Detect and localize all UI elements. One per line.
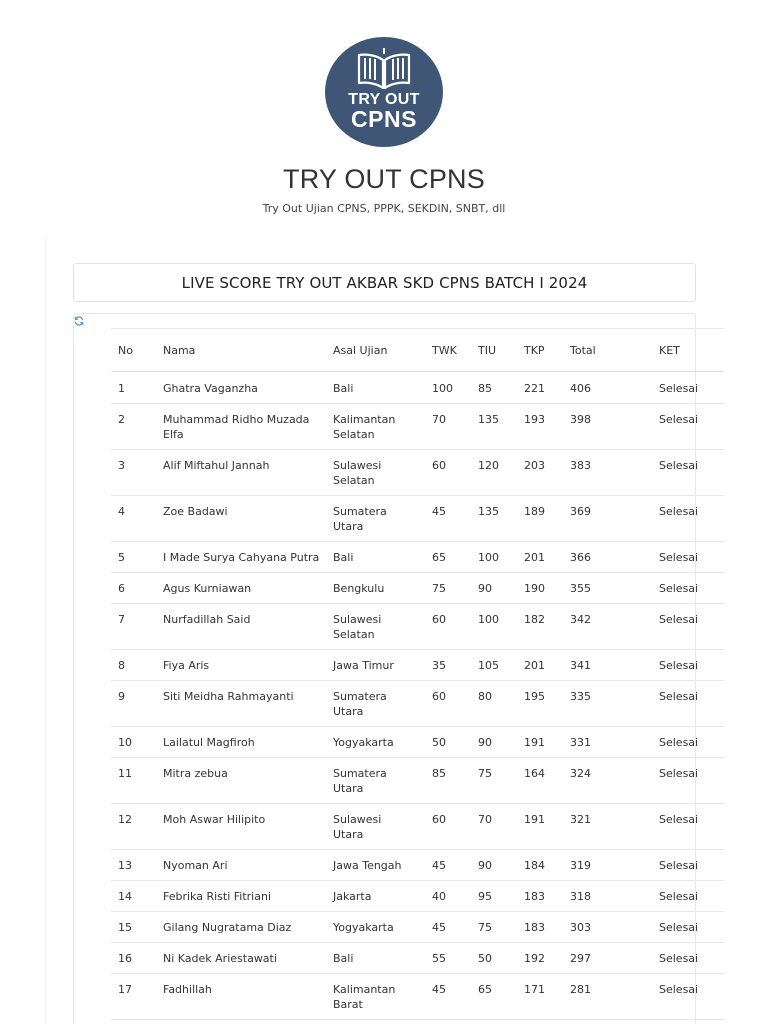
- cell-no: 7: [111, 603, 156, 649]
- logo-text-line1: TRY OUT: [348, 91, 420, 108]
- cell-tkp: 190: [509, 572, 556, 603]
- cell-total: 297: [556, 942, 645, 973]
- cell-twk: 50: [414, 726, 463, 757]
- cell-tkp: 182: [509, 603, 556, 649]
- cell-tkp: 201: [509, 541, 556, 572]
- cell-total: 383: [556, 449, 645, 495]
- table-row[interactable]: [111, 603, 724, 649]
- cell-tiu: 50: [463, 942, 509, 973]
- cell-tiu: 75: [463, 911, 509, 942]
- cell-no: 14: [111, 880, 156, 911]
- cell-ket: Selesai: [645, 880, 724, 911]
- cell-ket: Selesai: [645, 680, 724, 726]
- site-logo[interactable]: [325, 37, 443, 147]
- cell-ket: Selesai: [645, 726, 724, 757]
- table-row[interactable]: [111, 649, 724, 680]
- cell-total: 335: [556, 680, 645, 726]
- cell-total: 331: [556, 726, 645, 757]
- cell-ket: Selesai: [645, 757, 724, 803]
- table-row[interactable]: [111, 803, 724, 849]
- cell-asal-ujian: Sulawesi Utara: [333, 803, 414, 849]
- cell-nama: I Made Surya Cahyana Putra: [156, 541, 333, 572]
- cell-total: 341: [556, 649, 645, 680]
- cell-total: 319: [556, 849, 645, 880]
- table-header-row: [111, 329, 724, 372]
- table-row[interactable]: [111, 973, 724, 1019]
- logo-text-line2: CPNS: [351, 106, 417, 132]
- cell-total: 281: [556, 973, 645, 1019]
- cell-total: 366: [556, 541, 645, 572]
- cell-twk: 60: [414, 803, 463, 849]
- cell-total: 369: [556, 495, 645, 541]
- cell-ket: Selesai: [645, 495, 724, 541]
- cell-twk: 65: [414, 541, 463, 572]
- header-asal-ujian[interactable]: Asal Ujian: [333, 329, 414, 372]
- cell-tiu: 100: [463, 541, 509, 572]
- cell-no: 10: [111, 726, 156, 757]
- cell-ket: Selesai: [645, 603, 724, 649]
- cell-tiu: 65: [463, 973, 509, 1019]
- cell-no: 17: [111, 973, 156, 1019]
- site-tagline: Try Out Ujian CPNS, PPPK, SEKDIN, SNBT, dll: [262, 202, 506, 215]
- header-twk[interactable]: TWK: [414, 329, 463, 372]
- cell-tkp: 192: [509, 942, 556, 973]
- cell-ket: Selesai: [645, 373, 724, 404]
- cell-tiu: 135: [463, 403, 509, 449]
- cell-twk: 60: [414, 449, 463, 495]
- cell-nama: Nyoman Ari: [156, 849, 333, 880]
- cell-twk: 45: [414, 973, 463, 1019]
- cell-no: 16: [111, 942, 156, 973]
- cell-ket: Selesai: [645, 803, 724, 849]
- cell-ket: Selesai: [645, 403, 724, 449]
- header-no[interactable]: No: [111, 329, 156, 372]
- cell-asal-ujian: Sulawesi Selatan: [333, 603, 414, 649]
- cell-asal-ujian: Yogyakarta: [333, 911, 414, 942]
- cell-no: 6: [111, 572, 156, 603]
- cell-asal-ujian: Yogyakarta: [333, 726, 414, 757]
- cell-tiu: 70: [463, 803, 509, 849]
- header-total[interactable]: Total: [556, 329, 645, 372]
- table-row[interactable]: [111, 880, 724, 911]
- cell-total: 398: [556, 403, 645, 449]
- cell-tiu: 90: [463, 849, 509, 880]
- cell-tiu: 100: [463, 603, 509, 649]
- cell-asal-ujian: Jakarta: [333, 880, 414, 911]
- cell-tiu: 80: [463, 680, 509, 726]
- cell-nama: Zoe Badawi: [156, 495, 333, 541]
- cell-tkp: 191: [509, 803, 556, 849]
- table-row[interactable]: [111, 495, 724, 541]
- header-ket[interactable]: KET: [645, 329, 724, 372]
- cell-twk: 45: [414, 849, 463, 880]
- cell-no: 2: [111, 403, 156, 449]
- cell-tiu: 75: [463, 757, 509, 803]
- cell-asal-ujian: Sulawesi Selatan: [333, 449, 414, 495]
- cell-no: 11: [111, 757, 156, 803]
- cell-asal-ujian: Jawa Timur: [333, 649, 414, 680]
- cell-nama: Agus Kurniawan: [156, 572, 333, 603]
- cell-twk: 35: [414, 649, 463, 680]
- cell-total: 321: [556, 803, 645, 849]
- cell-tiu: 85: [463, 373, 509, 404]
- cell-nama: Febrika Risti Fitriani: [156, 880, 333, 911]
- table-row[interactable]: [111, 757, 724, 803]
- live-score-title: LIVE SCORE TRY OUT AKBAR SKD CPNS BATCH I 2024: [181, 273, 588, 292]
- cell-tkp: 164: [509, 757, 556, 803]
- live-score-table: [111, 328, 724, 1020]
- cell-asal-ujian: Sumatera Utara: [333, 495, 414, 541]
- live-score-header: [73, 263, 696, 302]
- cell-tkp: 183: [509, 911, 556, 942]
- cell-no: 9: [111, 680, 156, 726]
- cell-no: 13: [111, 849, 156, 880]
- cell-nama: Mitra zebua: [156, 757, 333, 803]
- table-row[interactable]: [111, 572, 724, 603]
- cell-twk: 60: [414, 603, 463, 649]
- cell-ket: Selesai: [645, 541, 724, 572]
- table-row[interactable]: [111, 911, 724, 942]
- header-nama[interactable]: Nama: [156, 329, 333, 372]
- content-frame-border: [45, 238, 46, 1024]
- table-row[interactable]: [111, 726, 724, 757]
- cell-nama: Moh Aswar Hilipito: [156, 803, 333, 849]
- cell-ket: Selesai: [645, 449, 724, 495]
- table-row[interactable]: [111, 942, 724, 973]
- cell-tiu: 90: [463, 726, 509, 757]
- cell-asal-ujian: Bali: [333, 541, 414, 572]
- cell-tiu: 105: [463, 649, 509, 680]
- table-row[interactable]: [111, 680, 724, 726]
- cell-no: 15: [111, 911, 156, 942]
- cell-twk: 60: [414, 680, 463, 726]
- cell-tiu: 135: [463, 495, 509, 541]
- cell-tkp: 171: [509, 973, 556, 1019]
- cell-twk: 75: [414, 572, 463, 603]
- cell-tkp: 183: [509, 880, 556, 911]
- cell-asal-ujian: Sumatera Utara: [333, 680, 414, 726]
- cell-total: 406: [556, 373, 645, 404]
- cell-total: 303: [556, 911, 645, 942]
- cell-nama: Muhammad Ridho Muzada Elfa: [156, 403, 333, 449]
- cell-twk: 40: [414, 880, 463, 911]
- table-row[interactable]: [111, 541, 724, 572]
- cell-twk: 85: [414, 757, 463, 803]
- cell-no: 5: [111, 541, 156, 572]
- cell-tkp: 191: [509, 726, 556, 757]
- cell-asal-ujian: Bali: [333, 942, 414, 973]
- site-title[interactable]: TRY OUT CPNS: [283, 164, 485, 194]
- cell-tkp: 184: [509, 849, 556, 880]
- cell-tiu: 90: [463, 572, 509, 603]
- cell-nama: Ni Kadek Ariestawati: [156, 942, 333, 973]
- cell-twk: 100: [414, 373, 463, 404]
- cell-asal-ujian: Bengkulu: [333, 572, 414, 603]
- cell-no: 3: [111, 449, 156, 495]
- cell-nama: Nurfadillah Said: [156, 603, 333, 649]
- cell-asal-ujian: Sumatera Utara: [333, 757, 414, 803]
- cell-twk: 45: [414, 911, 463, 942]
- open-book-icon: [356, 46, 412, 92]
- header-tiu[interactable]: TIU: [463, 329, 509, 372]
- cell-asal-ujian: Bali: [333, 373, 414, 404]
- cell-nama: Gilang Nugratama Diaz: [156, 911, 333, 942]
- cell-nama: Lailatul Magfiroh: [156, 726, 333, 757]
- cell-tkp: 221: [509, 373, 556, 404]
- cell-total: 355: [556, 572, 645, 603]
- cell-ket: Selesai: [645, 973, 724, 1019]
- table-row[interactable]: [111, 373, 724, 404]
- cell-asal-ujian: Kalimantan Selatan: [333, 403, 414, 449]
- cell-tkp: 203: [509, 449, 556, 495]
- cell-asal-ujian: Kalimantan Barat: [333, 973, 414, 1019]
- cell-ket: Selesai: [645, 849, 724, 880]
- cell-total: 324: [556, 757, 645, 803]
- cell-nama: Fadhillah: [156, 973, 333, 1019]
- cell-ket: Selesai: [645, 649, 724, 680]
- cell-nama: Alif Miftahul Jannah: [156, 449, 333, 495]
- cell-tiu: 120: [463, 449, 509, 495]
- cell-asal-ujian: Jawa Tengah: [333, 849, 414, 880]
- cell-no: 1: [111, 373, 156, 404]
- cell-tkp: 193: [509, 403, 556, 449]
- cell-ket: Selesai: [645, 572, 724, 603]
- cell-twk: 70: [414, 403, 463, 449]
- cell-twk: 55: [414, 942, 463, 973]
- table-row[interactable]: [111, 449, 724, 495]
- refresh-icon[interactable]: [74, 316, 84, 326]
- cell-nama: Siti Meidha Rahmayanti: [156, 680, 333, 726]
- cell-total: 342: [556, 603, 645, 649]
- cell-no: 12: [111, 803, 156, 849]
- cell-tiu: 95: [463, 880, 509, 911]
- cell-nama: Ghatra Vaganzha: [156, 373, 333, 404]
- cell-ket: Selesai: [645, 942, 724, 973]
- cell-no: 8: [111, 649, 156, 680]
- cell-tkp: 189: [509, 495, 556, 541]
- cell-tkp: 195: [509, 680, 556, 726]
- header-tkp[interactable]: TKP: [509, 329, 556, 372]
- cell-ket: Selesai: [645, 911, 724, 942]
- table-row[interactable]: [111, 403, 724, 449]
- cell-tkp: 201: [509, 649, 556, 680]
- cell-no: 4: [111, 495, 156, 541]
- table-row[interactable]: [111, 849, 724, 880]
- cell-nama: Fiya Aris: [156, 649, 333, 680]
- cell-total: 318: [556, 880, 645, 911]
- cell-twk: 45: [414, 495, 463, 541]
